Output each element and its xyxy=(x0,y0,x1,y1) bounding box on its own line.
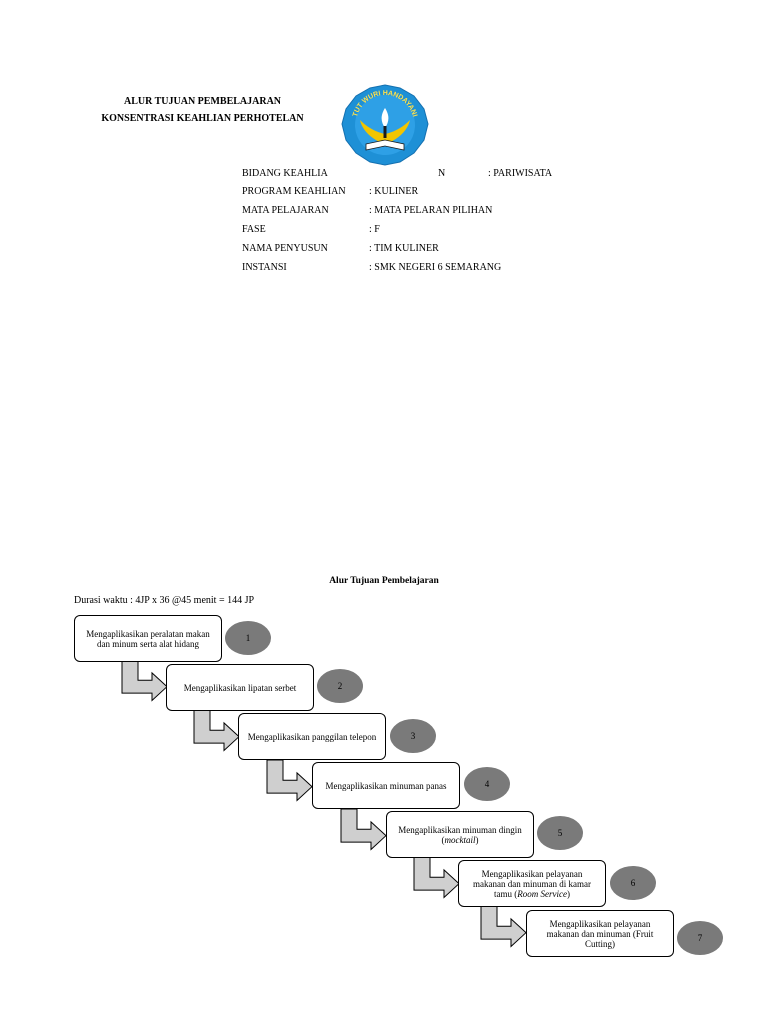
step-number-7: 7 xyxy=(677,921,723,955)
step-box-1 xyxy=(74,615,222,662)
step-box-6 xyxy=(458,860,606,907)
step-number-5: 5 xyxy=(537,816,583,850)
tut-wuri-handayani-logo xyxy=(340,84,430,166)
step-text-6-italic: Room Service xyxy=(517,888,567,899)
step-arrow-4 xyxy=(339,809,389,851)
fase-value: : F xyxy=(369,224,380,235)
step-box-4 xyxy=(312,762,460,809)
logo-text: TUT WURI HANDAYANI xyxy=(352,89,418,118)
bidang-value: : PARIWISATA xyxy=(488,168,553,179)
bidang-label: BIDANG KEAHLIA xyxy=(242,168,328,179)
step-box-7 xyxy=(526,910,674,957)
duration-text: Durasi waktu : 4JP x 36 @45 menit = 144 JP xyxy=(74,595,255,606)
step-text-1: Mengaplikasikan peralatan makan dan minum serta alat hidang xyxy=(86,628,210,649)
program-value: : KULINER xyxy=(369,186,419,197)
step-text-5-italic: mocktail xyxy=(444,834,476,845)
step-arrow-2 xyxy=(192,710,242,752)
step-number-1: 1 xyxy=(225,621,271,655)
bidang-label-split: N xyxy=(438,168,446,179)
step-arrow-3 xyxy=(265,760,315,802)
step-box-3 xyxy=(238,713,386,760)
penyusun-label: NAMA PENYUSUN xyxy=(242,243,328,254)
step-text-7: Mengaplikasikan pelayanan makanan dan minuman (Fruit Cutting) xyxy=(546,918,654,949)
step-text-5: Mengaplikasikan minuman dingin (mocktail) xyxy=(398,824,522,845)
program-label: PROGRAM KEAHLIAN xyxy=(242,186,346,197)
doc-title-line2: KONSENTRASI KEAHLIAN PERHOTELAN xyxy=(101,113,304,124)
step-box-2 xyxy=(166,664,314,711)
doc-title-line1: ALUR TUJUAN PEMBELAJARAN xyxy=(123,96,282,107)
step-text-4: Mengaplikasikan minuman panas xyxy=(325,780,447,791)
instansi-value: : SMK NEGERI 6 SEMARANG xyxy=(369,262,502,273)
instansi-label: INSTANSI xyxy=(242,262,287,273)
step-number-4: 4 xyxy=(464,767,510,801)
step-arrow-1 xyxy=(120,660,170,702)
step-number-2: 2 xyxy=(317,669,363,703)
mapel-label: MATA PELAJARAN xyxy=(242,205,329,216)
step-text-6: Mengaplikasikan pelayanan makanan dan minuman di kamar tamu (Room Service) xyxy=(473,868,591,899)
mapel-value: : MATA PELARAN PILIHAN xyxy=(369,205,493,216)
fase-label: FASE xyxy=(242,224,266,235)
flow-title: Alur Tujuan Pembelajaran xyxy=(329,576,439,586)
step-text-3: Mengaplikasikan panggilan telepon xyxy=(247,731,377,742)
step-text-2: Mengaplikasikan lipatan serbet xyxy=(183,682,297,693)
step-number-6: 6 xyxy=(610,866,656,900)
penyusun-value: : TIM KULINER xyxy=(369,243,439,254)
step-arrow-6 xyxy=(479,906,529,948)
step-number-3: 3 xyxy=(390,719,436,753)
step-box-5 xyxy=(386,811,534,858)
step-arrow-5 xyxy=(412,857,462,899)
